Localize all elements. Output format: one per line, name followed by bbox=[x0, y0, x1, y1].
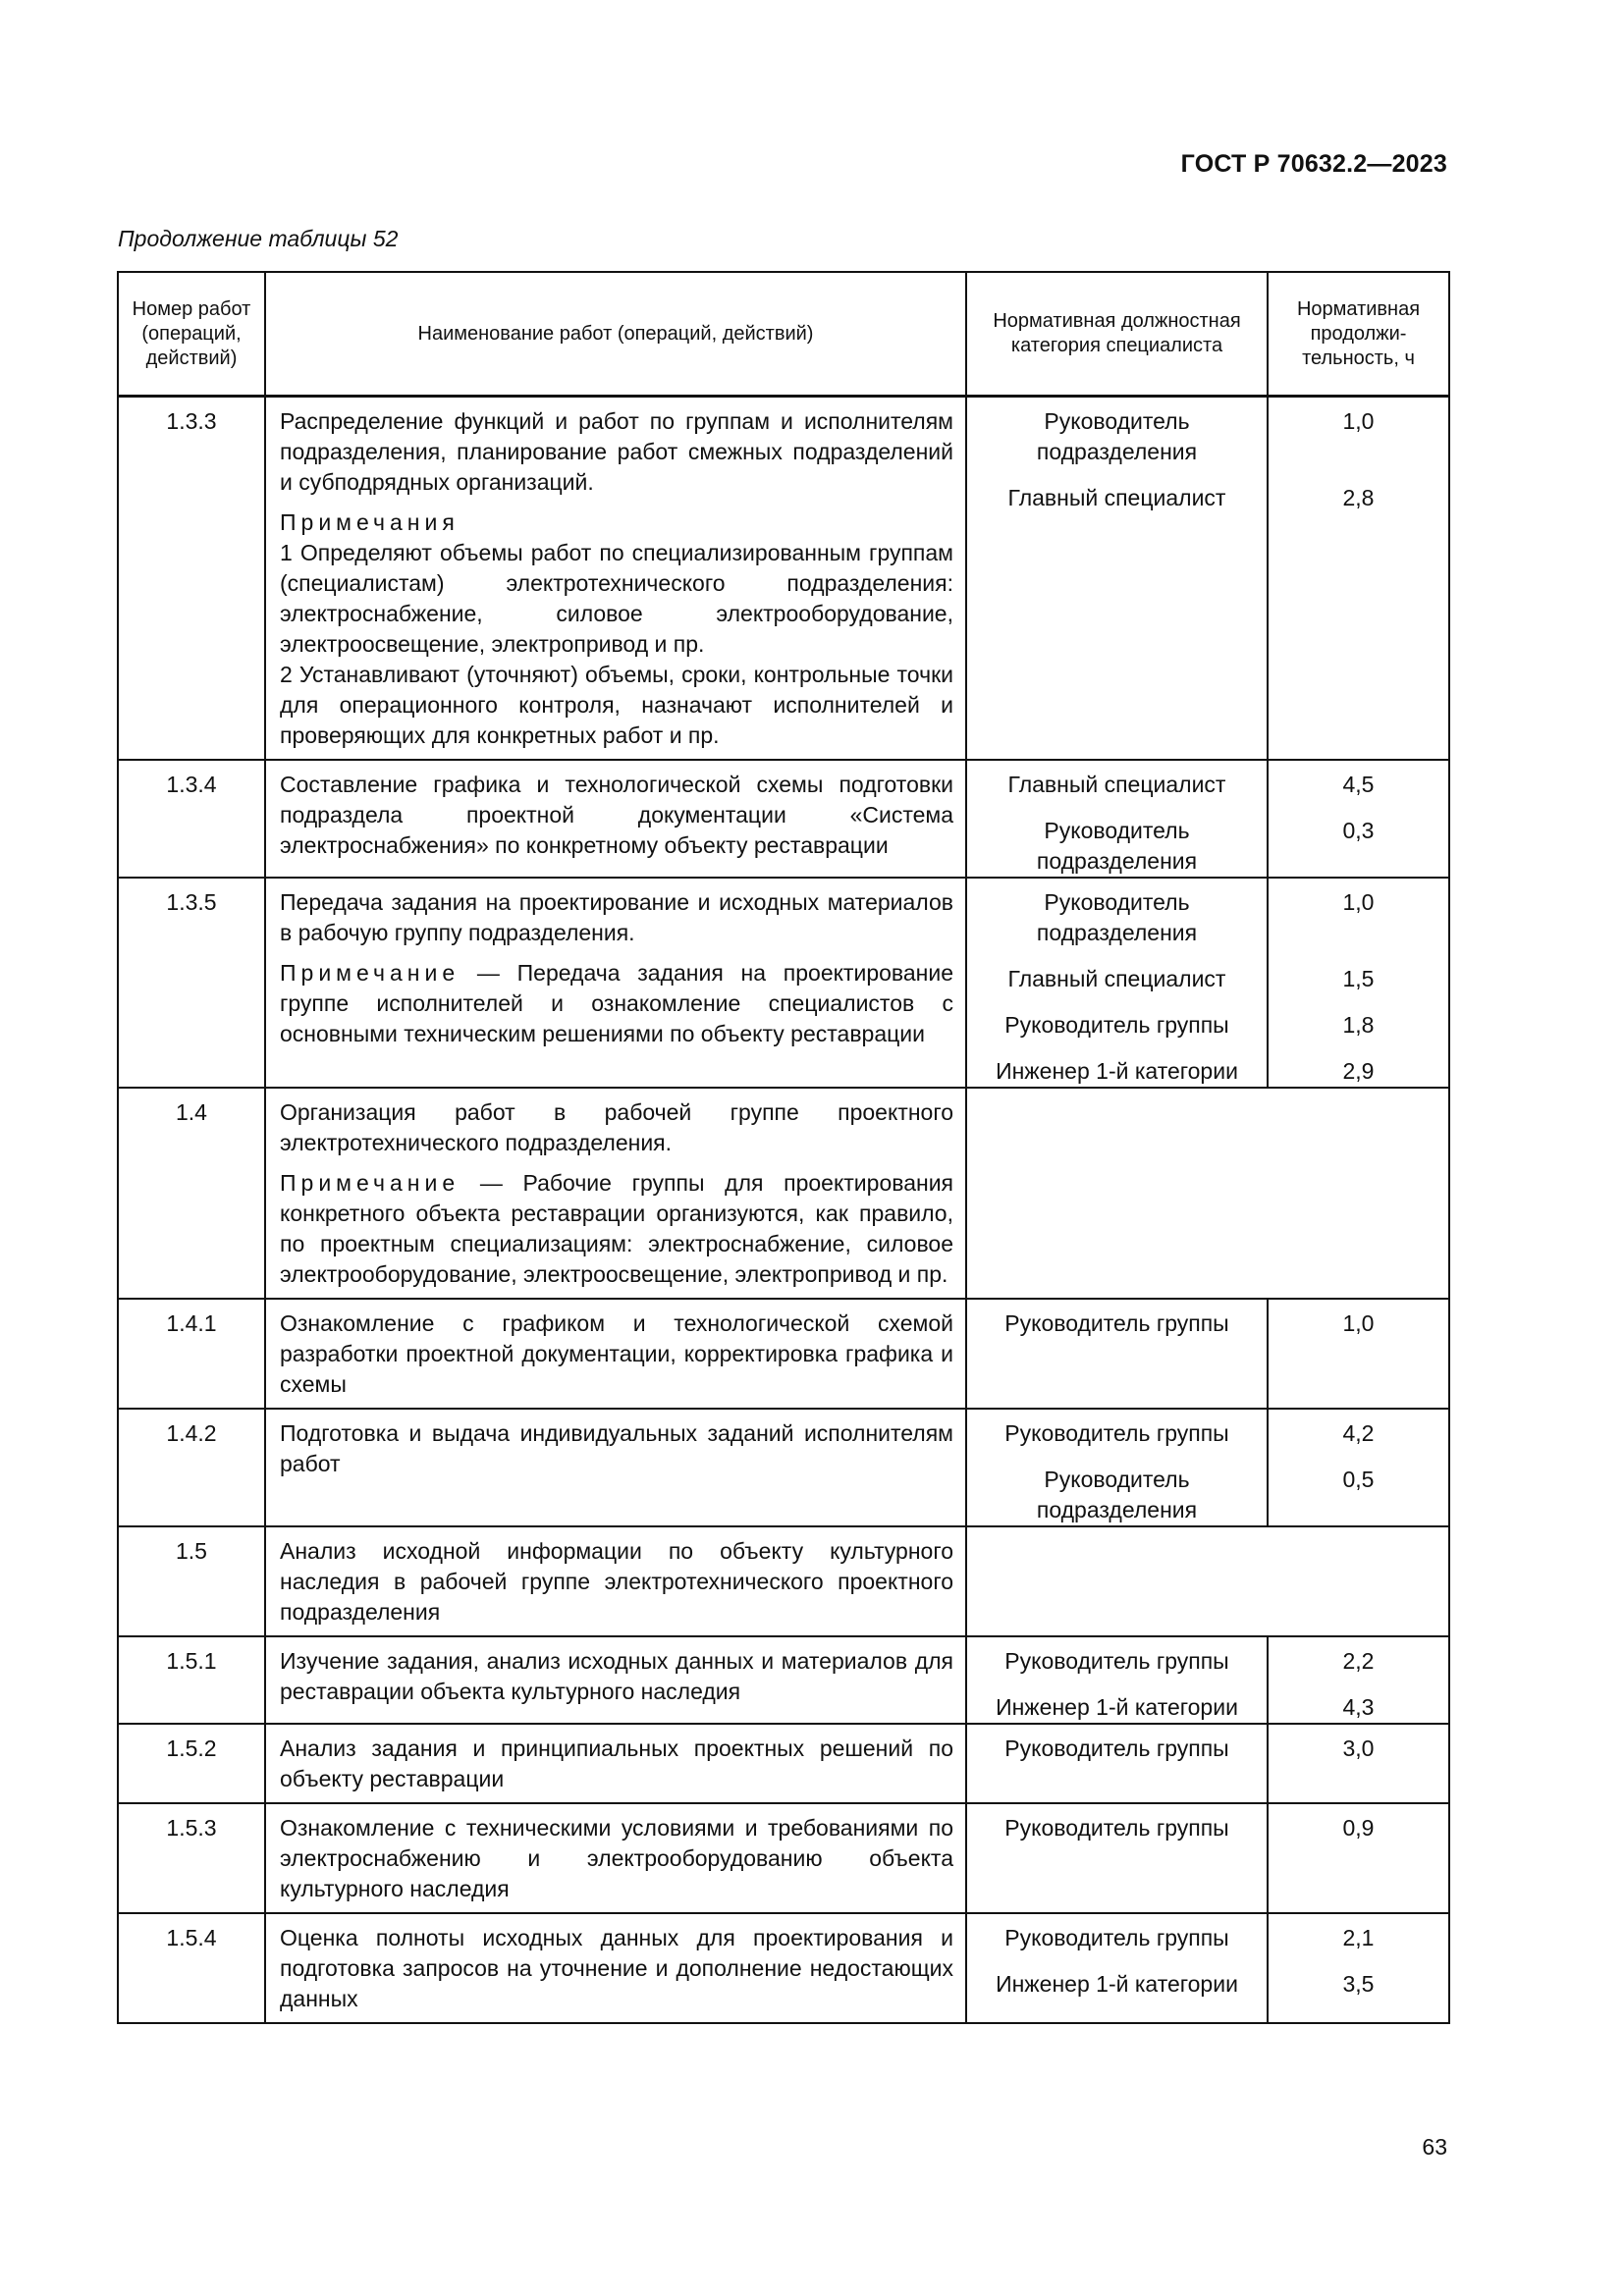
row-empty-cells bbox=[966, 1526, 1449, 1636]
duration: 3,5 bbox=[1342, 1971, 1375, 1997]
specialist: Главный специалист bbox=[1007, 966, 1226, 991]
row-description bbox=[265, 1803, 966, 1913]
note-heading: Примечания bbox=[280, 509, 460, 535]
duration: 4,2 bbox=[1342, 1420, 1375, 1446]
row-description bbox=[265, 397, 966, 761]
header-duration: Нормативная продолжи-тельность, ч bbox=[1268, 272, 1449, 397]
specialist: Руководитель подразделения bbox=[1036, 818, 1198, 874]
table-row bbox=[118, 1409, 1449, 1526]
row-specialists bbox=[966, 760, 1268, 878]
row-description bbox=[265, 1299, 966, 1409]
duration: 0,3 bbox=[1342, 818, 1375, 843]
row-description bbox=[265, 760, 966, 878]
row-description bbox=[265, 878, 966, 1088]
work-text: Передача задания на проектирование и исходных материалов в рабочую группу подразделения. bbox=[280, 889, 953, 945]
table-header-row bbox=[118, 272, 1449, 397]
work-text: Подготовка и выдача индивидуальных заданий исполнителям работ bbox=[280, 1420, 953, 1476]
note-paragraph bbox=[280, 958, 953, 1049]
document-code: ГОСТ Р 70632.2—2023 bbox=[1180, 150, 1447, 178]
work-text: Ознакомление с графиком и технологической схемой разработки проектной документации, корректировка графика и схемы bbox=[280, 1310, 953, 1397]
note-heading: Примечание bbox=[280, 1170, 460, 1196]
specialist: Руководитель группы bbox=[1004, 1012, 1229, 1038]
note-paragraph bbox=[280, 1168, 953, 1290]
row-number: 1.3.5 bbox=[118, 878, 265, 1088]
row-number: 1.4.1 bbox=[118, 1299, 265, 1409]
row-description bbox=[265, 1409, 966, 1526]
row-description bbox=[265, 1913, 966, 2023]
note-item: 2 Устанавливают (уточняют) объемы, сроки, контрольные точки для операционного контроля, назначают исполнителей и проверяющих для конкретных работ и пр. bbox=[280, 662, 953, 748]
duration: 2,2 bbox=[1342, 1648, 1375, 1674]
duration: 2,9 bbox=[1342, 1058, 1375, 1084]
row-number: 1.4 bbox=[118, 1088, 265, 1299]
header-category: Нормативная должностная категория специалиста bbox=[966, 272, 1268, 397]
row-durations bbox=[1268, 1724, 1449, 1803]
specialist: Руководитель группы bbox=[1004, 1310, 1229, 1336]
header-name: Наименование работ (операций, действий) bbox=[265, 272, 966, 397]
duration: 0,9 bbox=[1342, 1815, 1375, 1841]
table-row bbox=[118, 1088, 1449, 1299]
specialist: Руководитель группы bbox=[1004, 1815, 1229, 1841]
table-row bbox=[118, 760, 1449, 878]
row-specialists bbox=[966, 1913, 1268, 2023]
row-number: 1.5.1 bbox=[118, 1636, 265, 1724]
row-durations bbox=[1268, 760, 1449, 878]
specialist: Главный специалист bbox=[1007, 772, 1226, 797]
row-number: 1.5.4 bbox=[118, 1913, 265, 2023]
row-specialists bbox=[966, 878, 1268, 1088]
specialist: Инженер 1-й категории bbox=[996, 1058, 1238, 1084]
row-number: 1.4.2 bbox=[118, 1409, 265, 1526]
table-row bbox=[118, 1724, 1449, 1803]
header-number: Номер работ (операций, действий) bbox=[118, 272, 265, 397]
specialist: Руководитель группы bbox=[1004, 1420, 1229, 1446]
table-caption: Продолжение таблицы 52 bbox=[118, 226, 399, 251]
row-number: 1.3.4 bbox=[118, 760, 265, 878]
row-durations bbox=[1268, 878, 1449, 1088]
row-durations bbox=[1268, 397, 1449, 761]
work-text: Оценка полноты исходных данных для проектирования и подготовка запросов на уточнение и дополнение недостающих данных bbox=[280, 1925, 953, 2011]
row-empty-cells bbox=[966, 1088, 1449, 1299]
note-heading: Примечание bbox=[280, 960, 460, 986]
specialist: Инженер 1-й категории bbox=[996, 1971, 1238, 1997]
work-text: Изучение задания, анализ исходных данных и материалов для реставрации объекта культурного наследия bbox=[280, 1648, 953, 1704]
row-number: 1.5.2 bbox=[118, 1724, 265, 1803]
row-specialists bbox=[966, 1636, 1268, 1724]
duration: 1,0 bbox=[1342, 1310, 1375, 1336]
row-durations bbox=[1268, 1299, 1449, 1409]
row-durations bbox=[1268, 1636, 1449, 1724]
duration: 2,8 bbox=[1342, 485, 1375, 510]
duration: 1,0 bbox=[1342, 408, 1375, 434]
duration: 1,5 bbox=[1342, 966, 1375, 991]
specialist: Руководитель группы bbox=[1004, 1925, 1229, 1950]
row-number: 1.5.3 bbox=[118, 1803, 265, 1913]
note-text: — Рабочие группы для проектирования конкретного объекта реставрации организуются, как правило, по проектным специализациям: электроснабжение, силовое электрооборудование, электроосвещение, электропривод и пр. bbox=[280, 1170, 953, 1287]
row-specialists bbox=[966, 397, 1268, 761]
row-description bbox=[265, 1088, 966, 1299]
table-row bbox=[118, 1299, 1449, 1409]
specialist: Инженер 1-й категории bbox=[996, 1694, 1238, 1720]
work-text: Составление графика и технологической схемы подготовки подраздела проектной документации «Система электроснабжения» по конкретному объекту реставрации bbox=[280, 772, 953, 858]
table-row bbox=[118, 1803, 1449, 1913]
work-text: Распределение функций и работ по группам и исполнителям подразделения, планирование работ смежных подразделений и субподрядных организаций. bbox=[280, 408, 953, 495]
row-durations bbox=[1268, 1913, 1449, 2023]
specialist: Руководитель группы bbox=[1004, 1648, 1229, 1674]
specialist: Главный специалист bbox=[1007, 485, 1226, 510]
note-text: — Передача задания на проектирование группе исполнителей и ознакомление специалистов с основными техническим решениями по объекту реставрации bbox=[280, 960, 953, 1046]
specialist: Руководитель подразделения bbox=[1036, 889, 1198, 945]
row-durations bbox=[1268, 1409, 1449, 1526]
note-item: 1 Определяют объемы работ по специализированным группам (специалистам) электротехнического подразделения: электроснабжение, силовое электрооборудование, электроосвещение, электропривод и пр. bbox=[280, 540, 953, 657]
row-specialists bbox=[966, 1299, 1268, 1409]
row-specialists bbox=[966, 1724, 1268, 1803]
duration: 4,5 bbox=[1342, 772, 1375, 797]
work-text: Анализ исходной информации по объекту культурного наследия в рабочей группе электротехнического проектного подразделения bbox=[280, 1538, 953, 1625]
table-row bbox=[118, 878, 1449, 1088]
table-row bbox=[118, 397, 1449, 761]
works-table bbox=[117, 271, 1450, 2024]
specialist: Руководитель подразделения bbox=[1036, 408, 1198, 464]
row-durations bbox=[1268, 1803, 1449, 1913]
row-description bbox=[265, 1526, 966, 1636]
specialist: Руководитель подразделения bbox=[1036, 1467, 1198, 1522]
table-row bbox=[118, 1913, 1449, 2023]
row-description bbox=[265, 1724, 966, 1803]
row-specialists bbox=[966, 1409, 1268, 1526]
table-row bbox=[118, 1526, 1449, 1636]
row-number: 1.5 bbox=[118, 1526, 265, 1636]
specialist: Руководитель группы bbox=[1004, 1735, 1229, 1761]
table-row bbox=[118, 1636, 1449, 1724]
duration: 1,0 bbox=[1342, 889, 1375, 915]
duration: 0,5 bbox=[1342, 1467, 1375, 1492]
duration: 4,3 bbox=[1342, 1694, 1375, 1720]
work-text: Ознакомление с техническими условиями и требованиями по электроснабжению и электрооборудованию объекта культурного наследия bbox=[280, 1815, 953, 1901]
row-description bbox=[265, 1636, 966, 1724]
row-specialists bbox=[966, 1803, 1268, 1913]
page-number: 63 bbox=[1422, 2134, 1447, 2160]
row-number: 1.3.3 bbox=[118, 397, 265, 761]
duration: 1,8 bbox=[1342, 1012, 1375, 1038]
duration: 3,0 bbox=[1342, 1735, 1375, 1761]
duration: 2,1 bbox=[1342, 1925, 1375, 1950]
work-text: Организация работ в рабочей группе проектного электротехнического подразделения. bbox=[280, 1099, 953, 1155]
work-text: Анализ задания и принципиальных проектных решений по объекту реставрации bbox=[280, 1735, 953, 1791]
